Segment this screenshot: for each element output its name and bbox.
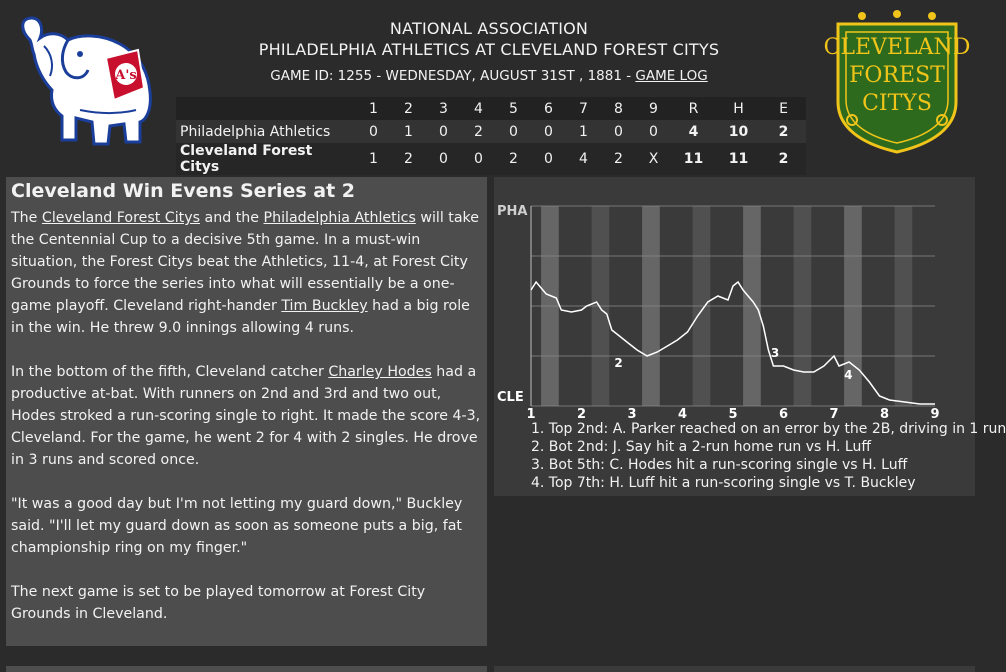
story-text: and the <box>200 210 264 226</box>
errors-total: 2 <box>778 123 789 140</box>
linescore-table <box>176 97 806 175</box>
inning-tick-label: 4 <box>677 407 688 422</box>
inning-score: 4 <box>579 151 588 167</box>
inning-tick-label: 1 <box>526 407 536 422</box>
story-text: In the bottom of the fifth, Cleveland catcher <box>11 364 329 380</box>
linescore-header-row <box>176 97 806 120</box>
team-column-header <box>176 97 356 120</box>
story-headline: Cleveland Win Evens Series at 2 <box>11 180 356 202</box>
inning-header: 2 <box>404 100 413 117</box>
inning-score: 1 <box>369 151 378 167</box>
inning-score: 0 <box>614 123 623 140</box>
inning-score: 1 <box>404 123 413 140</box>
event-marker: 4 <box>844 368 853 382</box>
inning-tick-label: 5 <box>728 407 738 422</box>
inning-tick-label: 2 <box>576 407 587 422</box>
runs-total: 11 <box>683 151 704 167</box>
inning-score: 0 <box>544 151 553 167</box>
runs-header: R <box>688 100 699 117</box>
errors-header: E <box>779 100 788 117</box>
story-text: had a big role in the win. He threw 9.0 innings allowing 4 runs. <box>11 298 470 336</box>
team-name[interactable]: Philadelphia Athletics <box>180 123 331 140</box>
game-title-block <box>200 18 778 84</box>
hits-header: H <box>733 100 744 117</box>
logo-line-3: CITYS <box>862 91 932 116</box>
inning-tick-label: 7 <box>829 407 839 422</box>
inning-score: 0 <box>439 151 448 167</box>
player-link-charley-hodes[interactable]: Charley Hodes <box>328 364 432 380</box>
inning-header: 7 <box>579 100 588 117</box>
team-link-philadelphia[interactable]: Philadelphia Athletics <box>263 210 416 226</box>
linescore-row-home <box>176 143 806 175</box>
inning-header: 1 <box>369 100 378 117</box>
logo-line-2: FOREST <box>849 63 945 88</box>
matchup-title: PHILADELPHIA ATHLETICS AT CLEVELAND FOREST CITYS <box>258 40 720 59</box>
game-info-text: GAME ID: 1255 - WEDNESDAY, AUGUST 31ST , 1881 - <box>270 68 636 84</box>
inning-score: 0 <box>369 123 378 140</box>
scoring-notes <box>531 420 1006 492</box>
inning-header: 8 <box>614 100 623 117</box>
inning-header: 6 <box>544 100 553 117</box>
inning-header: 3 <box>439 100 448 117</box>
team-link-cleveland[interactable]: Cleveland Forest Citys <box>41 210 200 226</box>
win-probability-chart <box>494 177 975 422</box>
story-paragraph-2 <box>11 361 482 471</box>
inning-score: X <box>648 151 659 167</box>
team-name[interactable]: Cleveland Forest Citys <box>180 143 313 175</box>
event-marker: 3 <box>770 346 780 360</box>
chart-gridlines <box>531 206 935 406</box>
inning-score: 2 <box>474 123 483 140</box>
inning-score: 2 <box>509 151 518 167</box>
inning-score: 0 <box>439 123 448 140</box>
errors-total: 2 <box>778 151 789 167</box>
game-story-panel <box>6 177 487 646</box>
inning-tick-label: 8 <box>879 407 890 422</box>
logo-line-1: CLEVELAND <box>823 35 971 60</box>
athletics-elephant-logo <box>10 10 160 152</box>
hits-total: 11 <box>728 151 749 167</box>
inning-score: 0 <box>474 151 483 167</box>
story-text: will take the Centennial Cup to a decisive 5th game. In a must-win situation, the Forest Citys beat the Athletics, 11-4, at Forest City Grounds to force the series into what will essentially be a one-game playoff. Cleveland right-hander <box>11 210 479 314</box>
story-paragraph-4: The next game is set to be played tomorrow at Forest City Grounds in Cleveland. <box>11 584 426 622</box>
next-panel-left <box>6 666 487 672</box>
runs-total: 4 <box>688 123 699 140</box>
win-probability-panel <box>494 177 1006 496</box>
league-title: NATIONAL ASSOCIATION <box>389 19 589 38</box>
next-panel-right <box>494 666 975 672</box>
story-paragraph-3: "It was a good day but I'm not letting my guard down," Buckley said. "I'll let my guard down as soon as someone puts a big, fat championship ring on my finger." <box>11 496 463 556</box>
inning-tick-label: 9 <box>930 407 940 422</box>
inning-tick-label: 6 <box>778 407 789 422</box>
game-log-link[interactable]: GAME LOG <box>635 68 708 84</box>
scoring-note: 1. Top 2nd: A. Parker reached on an error by the 2B, driving in 1 run <box>531 421 1006 437</box>
story-text: had a productive at-bat. With runners on 2nd and 3rd and two out, Hodes stroked a run-scoring single to right. It made the score 4-3, Cleveland. For the game, he went 2 for 4 with 2 singles. He drove in 3 runs and scored once. <box>11 364 481 468</box>
inning-score: 2 <box>404 151 413 167</box>
scoring-note: 4. Top 7th: H. Luff hit a run-scoring single vs T. Buckley <box>531 475 916 491</box>
linescore-row-away <box>176 120 806 143</box>
team-top-label: PHA <box>497 204 528 219</box>
logo-as-text: A's <box>115 68 137 83</box>
inning-score: 0 <box>509 123 518 140</box>
scoring-note: 2. Bot 2nd: J. Say hit a 2-run home run vs H. Luff <box>531 439 871 455</box>
inning-header: 4 <box>474 100 483 117</box>
inning-score: 0 <box>544 123 553 140</box>
inning-header: 9 <box>649 100 658 117</box>
team-bottom-label: CLE <box>497 390 524 405</box>
inning-score: 0 <box>649 123 658 140</box>
forest-citys-logo <box>823 10 971 158</box>
story-text: The <box>11 210 42 226</box>
game-info <box>200 68 778 84</box>
story-paragraph-1 <box>11 207 482 339</box>
inning-score: 1 <box>579 123 588 140</box>
hits-total: 10 <box>728 123 749 140</box>
player-link-tim-buckley[interactable]: Tim Buckley <box>281 298 368 314</box>
inning-tick-label: 3 <box>627 407 637 422</box>
event-marker: 2 <box>614 356 623 370</box>
scoring-note: 3. Bot 5th: C. Hodes hit a run-scoring single vs H. Luff <box>531 457 908 473</box>
game-header <box>0 0 984 175</box>
inning-score: 2 <box>614 151 623 167</box>
inning-header: 5 <box>509 100 518 117</box>
win-probability-line <box>531 282 935 404</box>
